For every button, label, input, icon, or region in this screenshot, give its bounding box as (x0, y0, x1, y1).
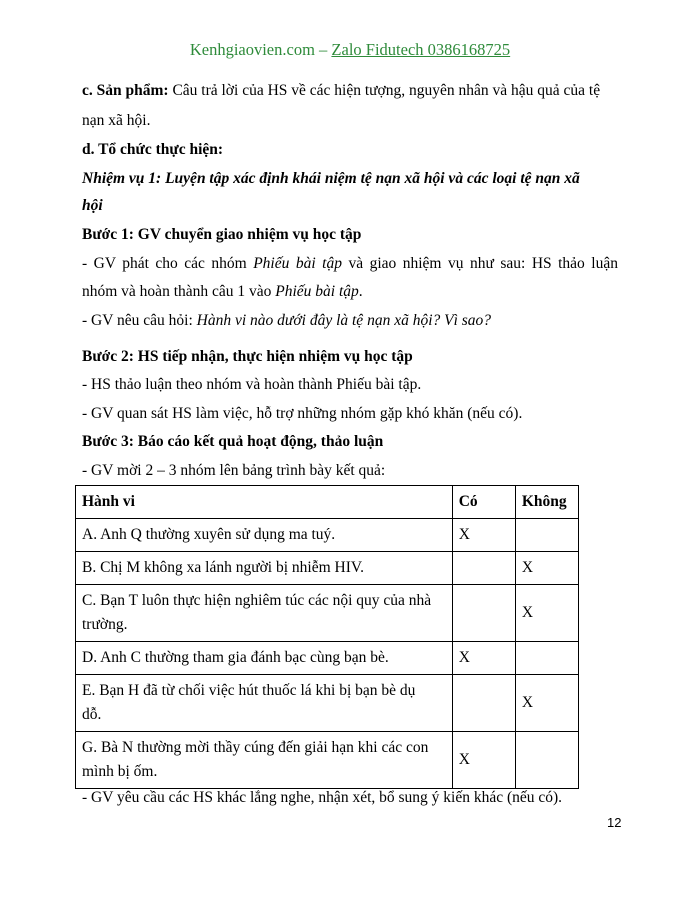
no-cell: X (515, 675, 578, 732)
no-cell (515, 732, 578, 789)
step2-paragraph2: - GV quan sát HS làm việc, hỗ trợ những nhóm gặp khó khăn (nếu có). (82, 405, 523, 422)
task1-heading-line1: Nhiệm vụ 1: Luyện tập xác định khái niệm tệ nạn xã hội và các loại tệ nạn xã (82, 170, 580, 187)
table-header-cell: Hành vi (76, 486, 453, 519)
yes-cell (452, 552, 515, 585)
no-cell (515, 519, 578, 552)
behavior-cell: G. Bà N thường mời thầy cúng đến giải hạn khi các con mình bị ốm. (76, 732, 453, 789)
table-row (76, 585, 579, 642)
table-row (76, 675, 579, 732)
task1-heading-line2: hội (82, 197, 103, 214)
table-row (76, 732, 579, 789)
table-header-cell: Có (452, 486, 515, 519)
table-row (76, 519, 579, 552)
no-cell: X (515, 585, 578, 642)
step1-heading: Bước 1: GV chuyển giao nhiệm vụ học tập (82, 226, 362, 243)
behavior-cell: E. Bạn H đã từ chối việc hút thuốc lá khi bị bạn bè dụ dỗ. (76, 675, 453, 732)
table-row (76, 552, 579, 585)
step1-paragraph1-line2: nhóm và hoàn thành câu 1 vào Phiếu bài tập. (82, 283, 363, 300)
results-table (75, 485, 579, 789)
behavior-cell: B. Chị M không xa lánh người bị nhiễm HIV. (76, 552, 453, 585)
yes-cell: X (452, 732, 515, 789)
behavior-cell: C. Bạn T luôn thực hiện nghiêm túc các nội quy của nhà trường. (76, 585, 453, 642)
closing-paragraph: - GV yêu cầu các HS khác lắng nghe, nhận xét, bổ sung ý kiến khác (nếu có). (82, 789, 563, 806)
table-row (76, 642, 579, 675)
step3-heading: Bước 3: Báo cáo kết quả hoạt động, thảo luận (82, 433, 384, 450)
step2-paragraph1: - HS thảo luận theo nhóm và hoàn thành Phiếu bài tập. (82, 376, 422, 393)
behavior-cell: A. Anh Q thường xuyên sử dụng ma tuý. (76, 519, 453, 552)
page-number: 12 (607, 815, 622, 830)
section-d-heading: d. Tổ chức thực hiện: (82, 141, 224, 158)
step3-paragraph1: - GV mời 2 – 3 nhóm lên bảng trình bày kết quả: (82, 462, 386, 479)
step1-question: - GV nêu câu hỏi: Hành vi nào dưới đây là tệ nạn xã hội? Vì sao? (82, 312, 492, 329)
yes-cell (452, 585, 515, 642)
yes-cell: X (452, 519, 515, 552)
table-header-row (76, 486, 579, 519)
header-zalo-link[interactable]: Zalo Fidutech 0386168725 (331, 40, 511, 59)
header-separator: – (314, 40, 332, 59)
page-header (0, 40, 700, 60)
section-c-line1: c. Sản phẩm: Câu trả lời của HS về các hiện tượng, nguyên nhân và hậu quả của tệ (82, 82, 601, 99)
step2-heading: Bước 2: HS tiếp nhận, thực hiện nhiệm vụ học tập (82, 348, 413, 365)
yes-cell (452, 675, 515, 732)
table-header-cell: Không (515, 486, 578, 519)
no-cell: X (515, 552, 578, 585)
header-site-link[interactable]: Kenhgiaovien.com (189, 40, 315, 59)
no-cell (515, 642, 578, 675)
yes-cell: X (452, 642, 515, 675)
section-c-line2: nạn xã hội. (82, 112, 151, 129)
step1-paragraph1-line1: - GV phát cho các nhóm Phiếu bài tập và giao nhiệm vụ như sau: HS thảo luận (82, 255, 618, 272)
behavior-cell: D. Anh C thường tham gia đánh bạc cùng bạn bè. (76, 642, 453, 675)
